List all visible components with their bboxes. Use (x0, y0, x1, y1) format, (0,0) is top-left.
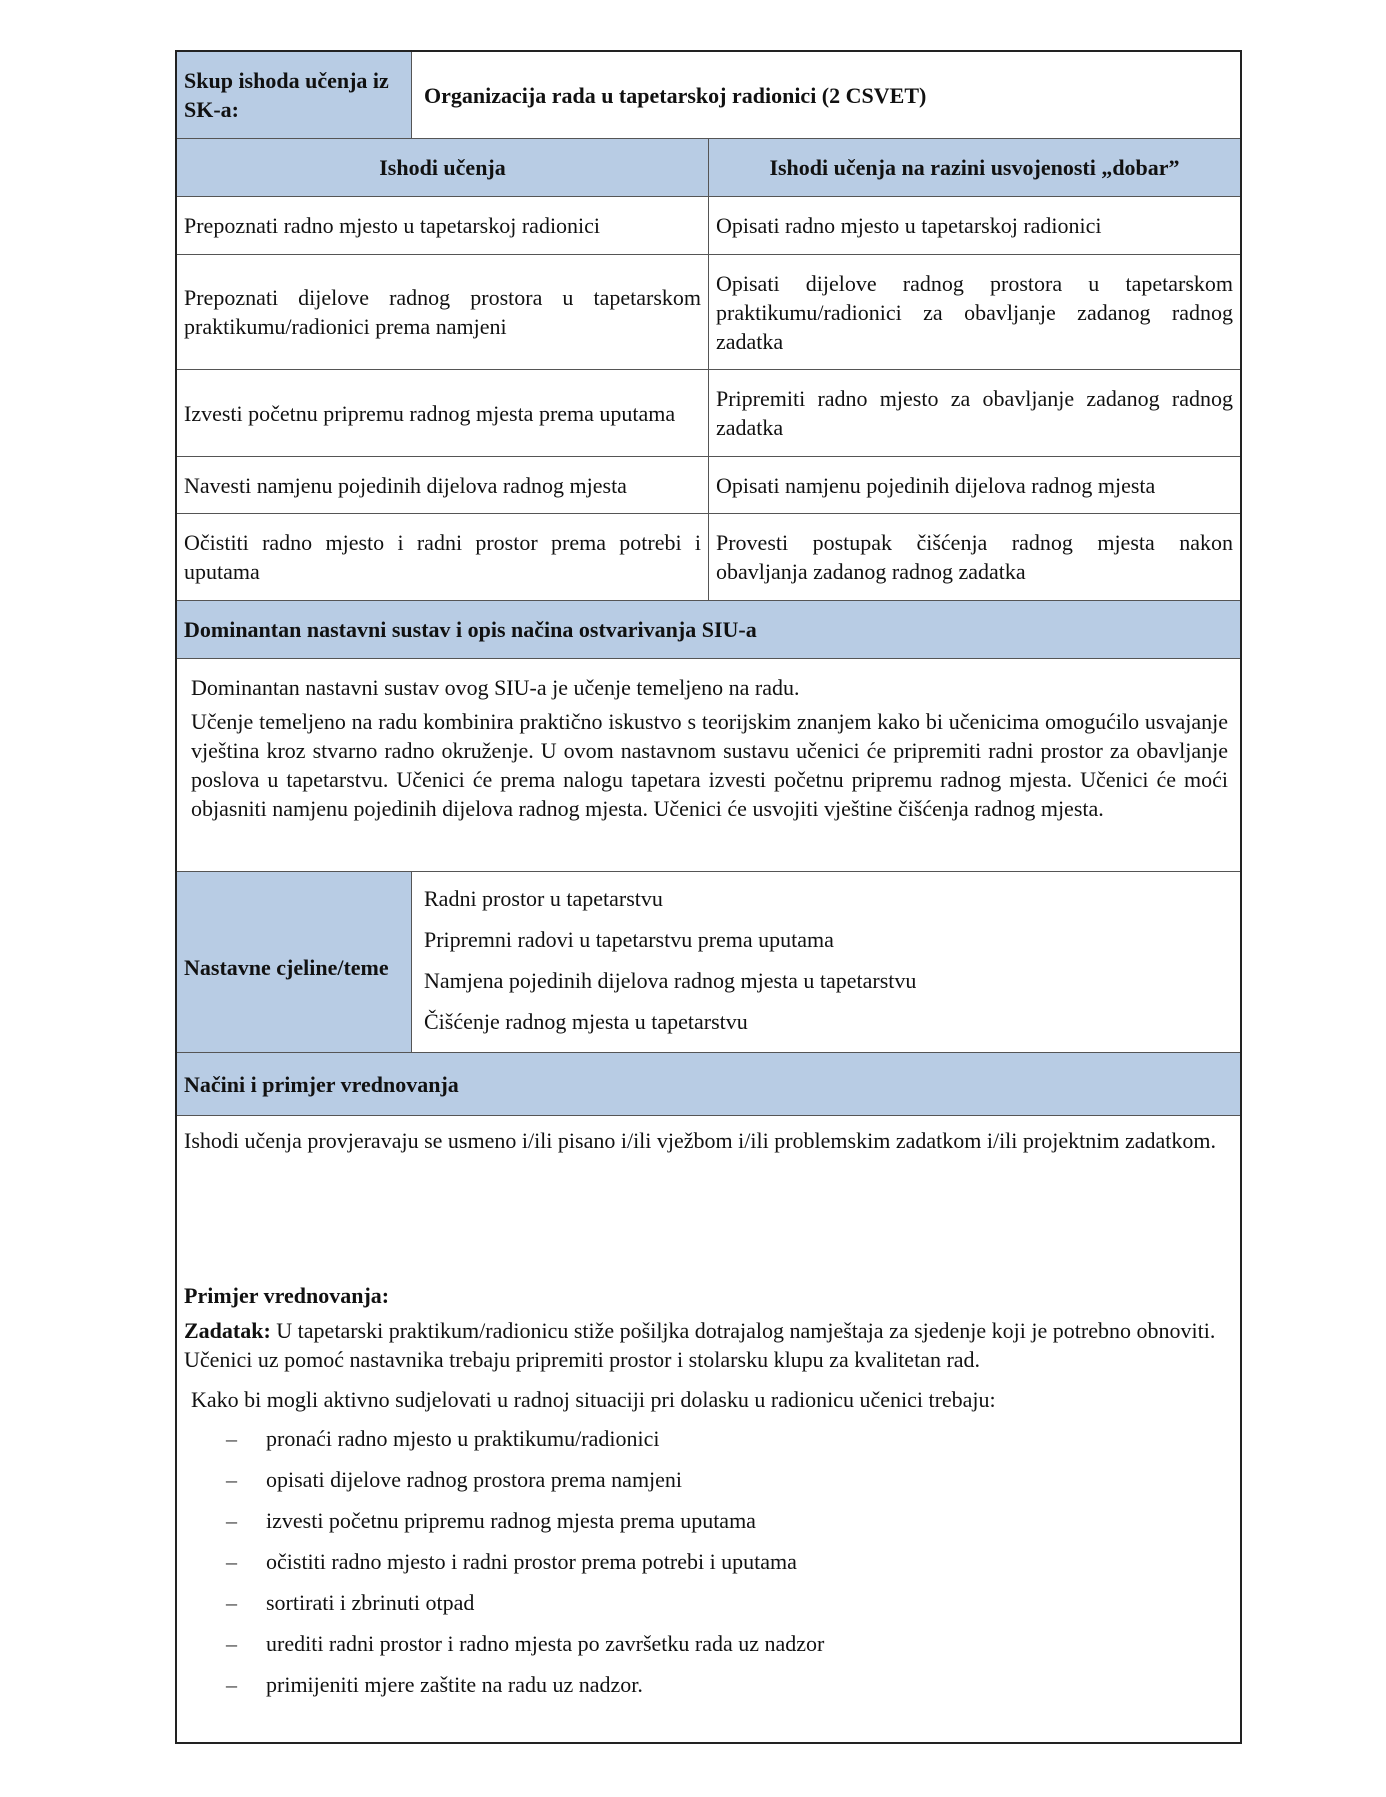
list-item: – urediti radni prostor i radno mjesta po završetku rada uz nadzor (184, 1623, 1232, 1664)
evaluation-intro: Ishodi učenja provjeravaju se usmeno i/ili pisano i/ili vježbom i/ili problemskim zadatkom i/ili projektnim zadatkom. (184, 1128, 1216, 1153)
dash-bullet-icon: – (226, 1467, 237, 1492)
col-header-outcomes-good: Ishodi učenja na razini usvojenosti „dobar” (709, 139, 1240, 196)
dash-bullet-icon: – (226, 1590, 237, 1615)
topics-label: Nastavne cjeline/teme (177, 872, 412, 1052)
curriculum-table (175, 50, 1242, 1744)
dominant-paragraph: Dominantan nastavni sustav ovog SIU-a je učenje temeljeno na radu. (191, 675, 800, 700)
list-item: – sortirati i zbrinuti otpad (184, 1582, 1232, 1623)
dominant-heading-row (177, 601, 1240, 659)
dash-bullet-icon: – (226, 1508, 237, 1533)
task-text: U tapetarski praktikum/radionicu stiže pošiljka dotrajalog namještaja za sjedenje koji je potrebno obnoviti. Učenici uz pomoć nastavnika trebaju pripremiti prostor i stolarsku klupu za kvalitetan rad. (184, 1318, 1216, 1372)
list-item: – izvesti početnu pripremu radnog mjesta prema uputama (184, 1500, 1232, 1541)
dash-bullet-icon: – (226, 1549, 237, 1574)
example-heading: Primjer vrednovanja: (184, 1282, 390, 1308)
task-lead: Kako bi mogli aktivno sudjelovati u radnoj situaciji pri dolasku u radionicu učenici trebaju: (191, 1386, 996, 1412)
topics-row (177, 872, 1240, 1053)
list-item: – opisati dijelove radnog prostora prema namjeni (184, 1459, 1232, 1500)
outcome-left: Izvesti početnu pripremu radnog mjesta prema uputama (184, 400, 676, 426)
dash-bullet-icon: – (226, 1426, 237, 1451)
header-row (177, 52, 1240, 139)
outcome-row (177, 514, 1240, 601)
dash-bullet-icon: – (226, 1672, 237, 1697)
list-item: – očistiti radno mjesto i radni prostor prema potrebi i uputama (184, 1541, 1232, 1582)
list-item: – pronaći radno mjesto u praktikumu/radionici (184, 1418, 1232, 1459)
set-title: Organizacija rada u tapetarskoj radionici (2 CSVET) (424, 82, 927, 108)
outcome-left: Navesti namjenu pojedinih dijelova radnog mjesta (184, 472, 627, 498)
outcome-left: Očistiti radno mjesto i radni prostor prema potrebi i uputama (184, 530, 701, 584)
dominant-body-row (177, 659, 1240, 872)
outcome-row (177, 255, 1240, 370)
outcome-right: Provesti postupak čišćenja radnog mjesta nakon obavljanja zadanog radnog zadatka (716, 530, 1233, 584)
outcome-right: Opisati dijelove radnog prostora u tapetarskom praktikumu/radionici za obavljanje zadanog radnog zadatka (716, 270, 1233, 354)
dominant-heading: Dominantan nastavni sustav i opis načina ostvarivanja SIU-a (177, 601, 1240, 658)
outcome-right: Pripremiti radno mjesto za obavljanje zadanog radnog zadatka (716, 386, 1233, 440)
evaluation-heading: Načini i primjer vrednovanja (177, 1053, 1240, 1115)
topic-item: Pripremni radovi u tapetarstvu prema uputama (424, 927, 834, 952)
outcome-left: Prepoznati dijelove radnog prostora u tapetarskom praktikumu/radionici prema namjeni (184, 285, 701, 339)
dominant-paragraph: Učenje temeljeno na radu kombinira praktično iskustvo s teorijskim znanjem kako bi učenicima omogućilo usvajanje vještina kroz stvarno radno okruženje. U ovom nastavnom sustavu učenici će pripremiti radni prostor za obavljanje poslova u tapetarstvu. Učenici će prema nalogu tapetara izvesti početnu pripremu radnog mjesta. Učenici će moći objasniti namjenu pojedinih dijelova radnog mjesta. Učenici će usvojiti vještine čišćenja radnog mjesta. (191, 709, 1228, 821)
dash-bullet-icon: – (226, 1631, 237, 1656)
topic-item: Radni prostor u tapetarstvu (424, 886, 663, 911)
evaluation-body-row (177, 1116, 1240, 1742)
evaluation-heading-row (177, 1053, 1240, 1116)
outcome-row (177, 457, 1240, 514)
list-item: – primijeniti mjere zaštite na radu uz nadzor. (184, 1664, 1232, 1705)
outcomes-header-row (177, 139, 1240, 197)
outcome-row (177, 197, 1240, 255)
task-list (184, 1418, 1232, 1705)
task-label: Zadatak: (184, 1318, 271, 1343)
topic-item: Čišćenje radnog mjesta u tapetarstvu (424, 1009, 748, 1034)
task-paragraph (184, 1316, 1232, 1374)
col-header-outcomes: Ishodi učenja (177, 139, 709, 196)
topic-item: Namjena pojedinih dijelova radnog mjesta u tapetarstvu (424, 968, 917, 993)
outcome-right: Opisati radno mjesto u tapetarskoj radionici (716, 213, 1102, 238)
outcome-left: Prepoznati radno mjesto u tapetarskoj radionici (177, 197, 709, 254)
set-label: Skup ishoda učenja iz SK-a: (177, 52, 412, 138)
outcome-right: Opisati namjenu pojedinih dijelova radnog mjesta (716, 472, 1156, 498)
outcome-row (177, 370, 1240, 457)
